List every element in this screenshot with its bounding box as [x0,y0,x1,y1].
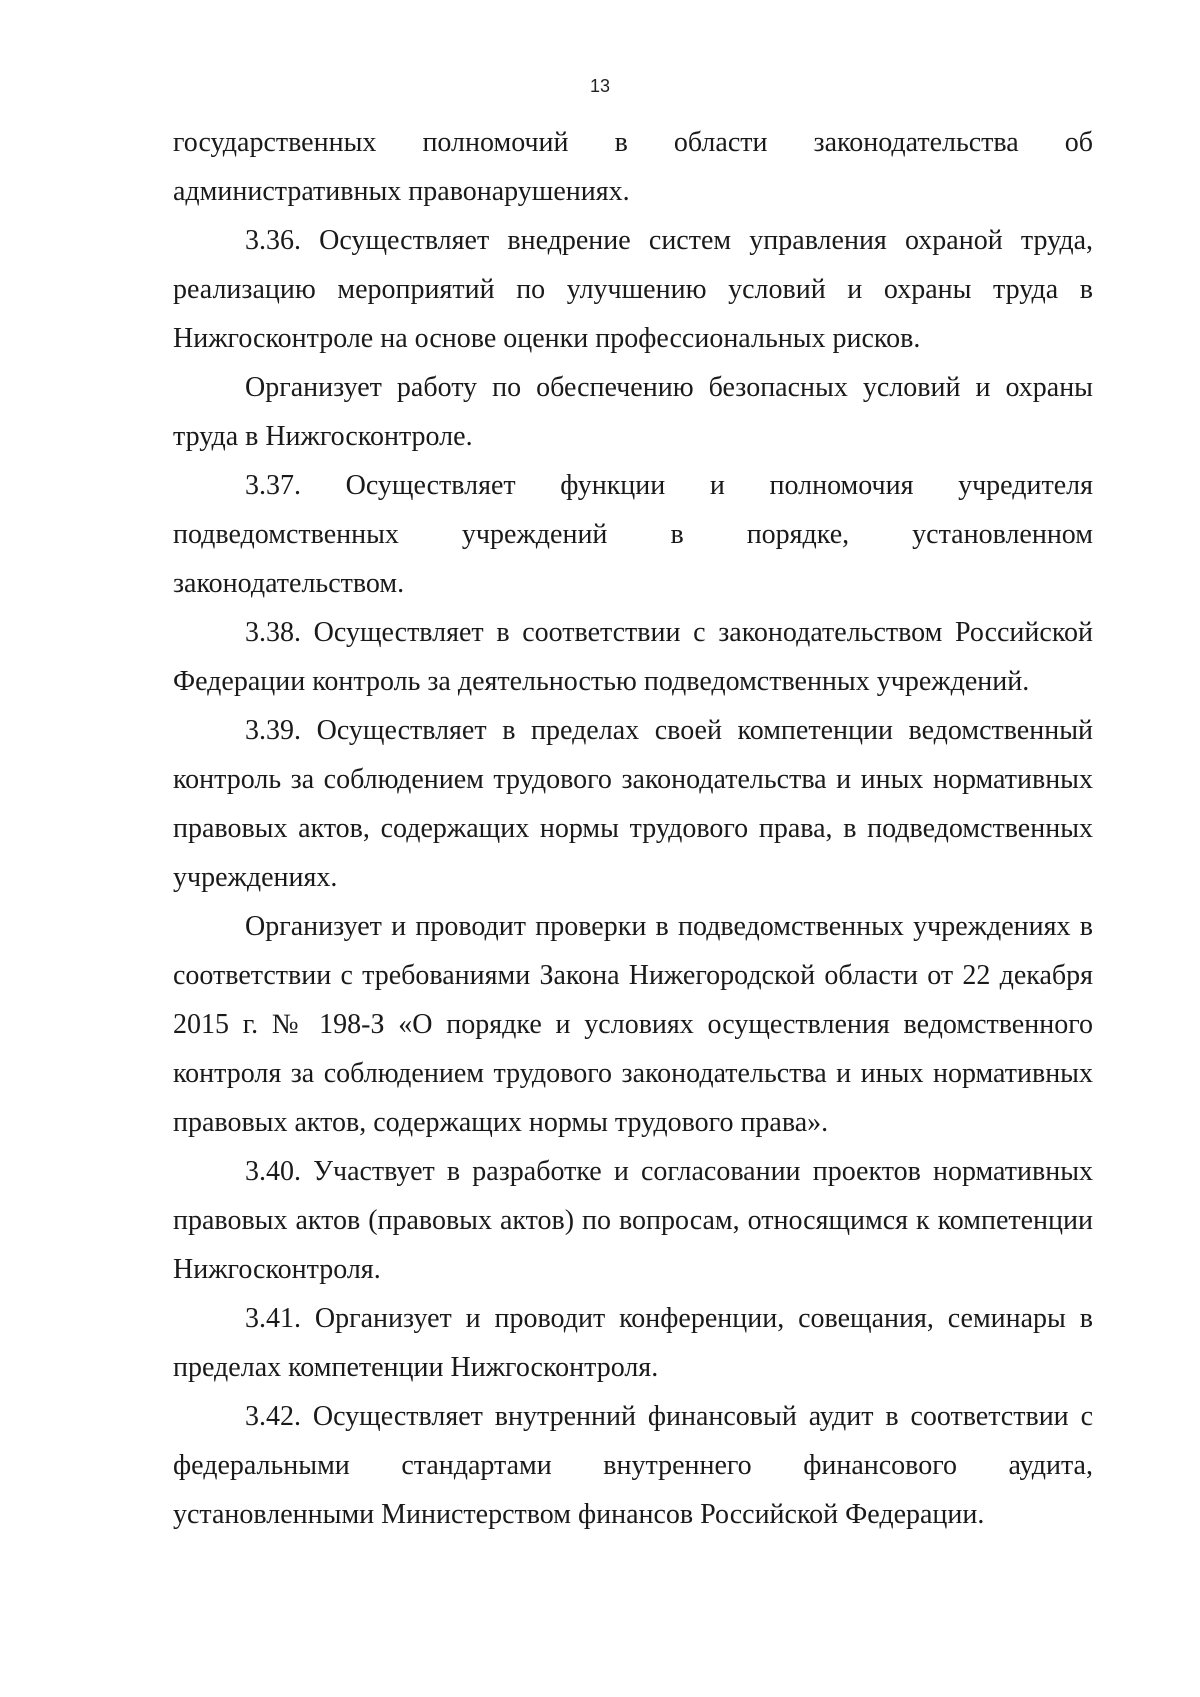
paragraph-3-39-inspections: Организует и проводит проверки в подведомственных учреждениях в соответствии с требованиями Закона Нижегородской области от 22 декабря 2015 г. № 198-З «О порядке и условиях осуществления ведомственного контроля за соблюдением трудового законодательства и иных нормативных правовых актов, содержащих нормы трудового права». [173,911,1093,1138]
paragraph-3-37: 3.37. Осуществляет функции и полномочия учредителя подведомственных учреждений в порядке, установленном законодательством. [173,470,1093,599]
paragraph-3-36: 3.36. Осуществляет внедрение систем управления охраной труда, реализацию мероприятий по улучшению условий и охраны труда в Нижгосконтроле на основе оценки профессиональных рисков. [173,225,1093,354]
page-number: 13 [589,76,611,96]
paragraph-3-38: 3.38. Осуществляет в соответствии с законодательством Российской Федерации контроль за деятельностью подведомственных учреждений. [173,617,1093,697]
document-body [173,118,1093,1539]
paragraph-3-41: 3.41. Организует и проводит конференции, совещания, семинары в пределах компетенции Нижгосконтроля. [173,1303,1093,1383]
paragraph-continuation: государственных полномочий в области законодательства об административных правонарушениях. [173,127,1093,207]
paragraph-3-42: 3.42. Осуществляет внутренний финансовый аудит в соответствии с федеральными стандартами внутреннего финансового аудита, установленными Министерством финансов Российской Федерации. [173,1401,1093,1530]
paragraph-3-39: 3.39. Осуществляет в пределах своей компетенции ведомственный контроль за соблюдением трудового законодательства и иных нормативных правовых актов, содержащих нормы трудового права, в подведомственных учреждениях. [173,715,1093,893]
paragraph-3-36-safety: Организует работу по обеспечению безопасных условий и охраны труда в Нижгосконтроле. [173,372,1093,452]
paragraph-3-40: 3.40. Участвует в разработке и согласовании проектов нормативных правовых актов (правовых актов) по вопросам, относящимся к компетенции Нижгосконтроля. [173,1156,1093,1285]
